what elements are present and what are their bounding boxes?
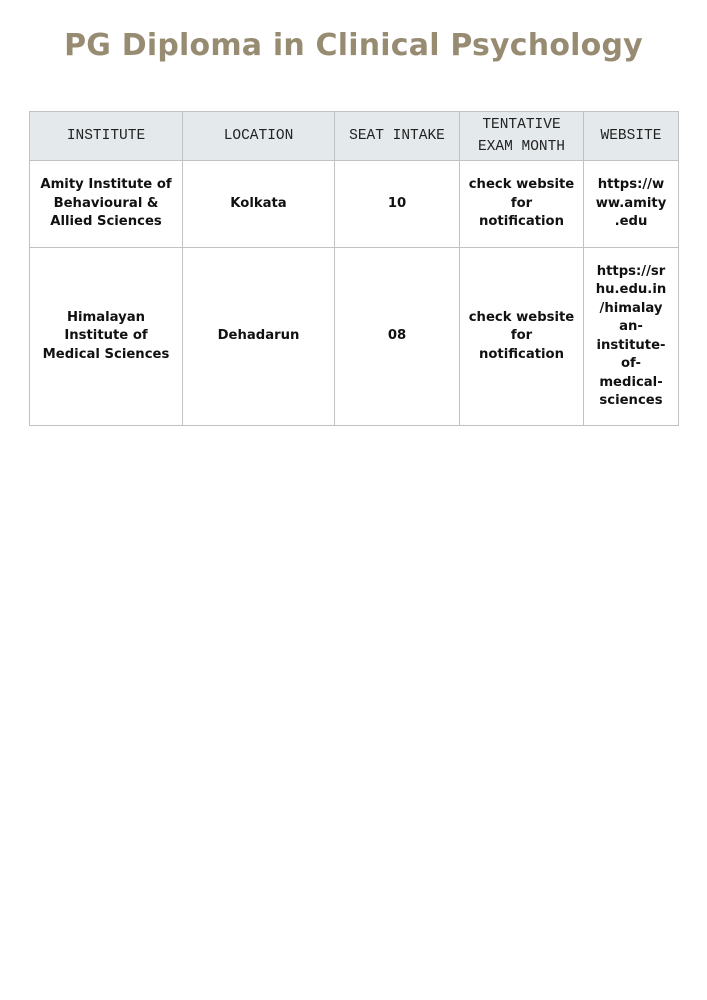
institutes-table [29,111,679,426]
cell-exam-month [460,248,584,426]
cell-seat-intake: 08 [335,248,460,426]
website-link-part[interactable]: sciences [599,393,663,408]
website-link-part[interactable]: .edu [614,214,648,230]
cell-institute [30,161,183,248]
exam-line: for [510,195,533,211]
institute-line: Institute of [64,328,148,344]
header-exam-month-line2: EXAM MONTH [477,139,565,155]
exam-line: check website [468,177,575,193]
cell-location: Kolkata [183,161,335,248]
exam-line: for [510,328,533,344]
cell-location: Dehadarun [183,248,335,426]
cell-seat-intake: 10 [335,161,460,248]
header-seat-intake: SEAT INTAKE [335,112,460,161]
website-link-part[interactable]: ww.amity [595,195,667,211]
website-link-part[interactable]: https://sr [596,263,666,279]
cell-website[interactable] [584,161,679,248]
website-link-part[interactable]: hu.edu.in [595,282,667,297]
website-link-part[interactable]: an- [619,319,643,334]
exam-line: notification [478,346,565,362]
exam-line: notification [478,214,565,230]
website-link-part[interactable]: institute- [596,337,666,353]
cell-exam-month [460,161,584,248]
institute-line: Medical Sciences [42,346,170,362]
website-link-part[interactable]: https://w [597,177,665,193]
page-title: PG Diploma in Clinical Psychology [64,28,643,63]
table-header-row [30,112,679,161]
cell-institute [30,248,183,426]
table-row [30,248,679,426]
header-location: LOCATION [183,112,335,161]
institute-line: Himalayan [66,309,146,325]
table-row [30,161,679,248]
cell-website[interactable] [584,248,679,426]
institute-line: Allied Sciences [50,214,162,230]
institute-line: Behavioural & [53,195,159,211]
header-exam-month [460,112,584,161]
website-link-part[interactable]: medical- [599,374,663,390]
header-exam-month-line1: TENTATIVE [482,117,561,133]
website-link-part[interactable]: /himalay [599,300,663,316]
website-link-part[interactable]: of- [620,356,642,371]
header-institute: INSTITUTE [30,112,183,161]
institute-line: Amity Institute of [40,177,172,193]
header-website: WEBSITE [584,112,679,161]
exam-line: check website [468,309,575,325]
